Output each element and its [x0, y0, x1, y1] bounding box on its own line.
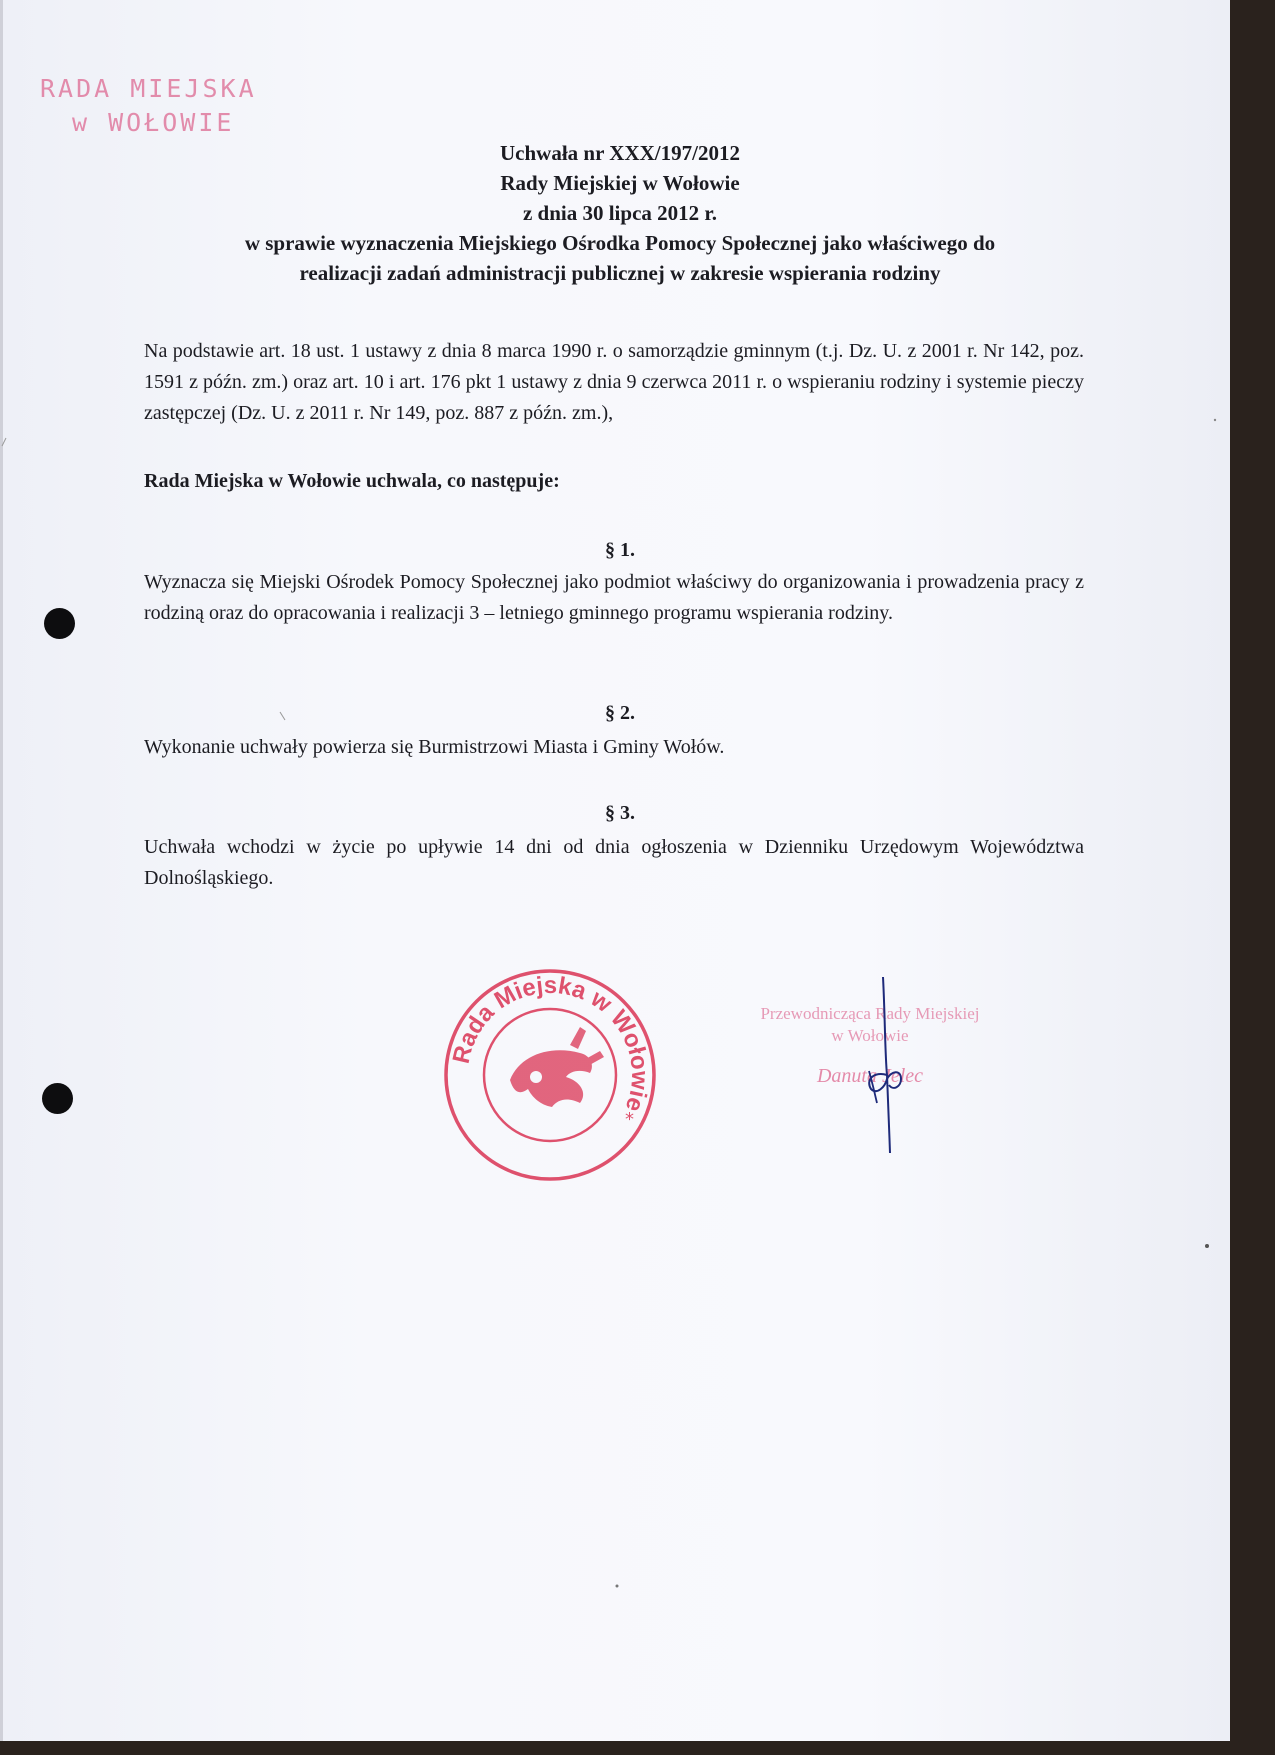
- chair-stamp-place: w Wołowie: [831, 1026, 909, 1045]
- corner-stamp-line2: w WOŁOWIE: [72, 108, 235, 137]
- punch-hole-lower: [42, 1083, 73, 1114]
- resolution-header: [120, 138, 1120, 288]
- section-3-text: Uchwała wchodzi w życie po upływie 14 dni od dnia ogłoszenia w Dzienniku Urzędowym Województwa Dolnośląskiego.: [144, 836, 1084, 889]
- resolution-number: Uchwała nr XXX/197/2012: [500, 141, 740, 165]
- scan-bottom-edge: [0, 1741, 1275, 1755]
- section-1-text: Wyznacza się Miejski Ośrodek Pomocy Społecznej jako podmiot właściwy do organizowania i prowadzenia pracy z rodziną oraz do opracowania i realizacji 3 – letniego gminnego programu wspierania rodziny.: [144, 571, 1084, 624]
- resolution-subject-line1: w sprawie wyznaczenia Miejskiego Ośrodka Pomocy Społecznej jako właściwego do: [244, 231, 996, 255]
- official-round-seal: [440, 965, 660, 1185]
- seal-emblem-icon: [510, 1027, 604, 1107]
- scan-right-edge: [1230, 0, 1275, 1755]
- punch-hole-upper: [44, 608, 75, 639]
- svg-text:*: *: [625, 1109, 634, 1130]
- resolution-issuer: Rady Miejskiej w Wołowie: [500, 171, 740, 195]
- resolution-subject-line2: realizacji zadań administracji publicznej w zakresie wspierania rodziny: [299, 261, 941, 285]
- council-corner-stamp: [40, 72, 257, 140]
- scan-left-edge: [0, 0, 3, 1755]
- legal-basis-paragraph: Na podstawie art. 18 ust. 1 ustawy z dnia 8 marca 1990 r. o samorządzie gminnym (t.j. Dz. U. z 2001 r. Nr 142, poz. 1591 z późn. zm.) oraz art. 10 i art. 176 pkt 1 ustawy z dnia 9 czerwca 2011 r. o wspieraniu rodziny i systemie pieczy zastępczej (Dz. U. z 2011 r. Nr 149, poz. 887 z późn. zm.),: [144, 340, 1084, 424]
- section-1-heading: § 1.: [605, 539, 635, 561]
- corner-stamp-line1: RADA MIEJSKA: [40, 74, 257, 103]
- seal-ring-textpath: Rada Miejska w Wołowie: [447, 971, 654, 1116]
- handwritten-signature: [855, 975, 915, 1155]
- chair-stamp-name: Danuta Jelec: [816, 1065, 924, 1087]
- resolution-date: z dnia 30 lipca 2012 r.: [522, 201, 718, 225]
- section-2-heading: § 2.: [605, 702, 635, 724]
- section-3-heading: § 3.: [605, 802, 635, 824]
- section-2-text: Wykonanie uchwały powierza się Burmistrzowi Miasta i Gminy Wołów.: [144, 736, 725, 758]
- enactment-clause: Rada Miejska w Wołowie uchwala, co następuje:: [144, 470, 560, 492]
- chair-stamp-title: Przewodnicząca Rady Miejskiej: [760, 1004, 980, 1023]
